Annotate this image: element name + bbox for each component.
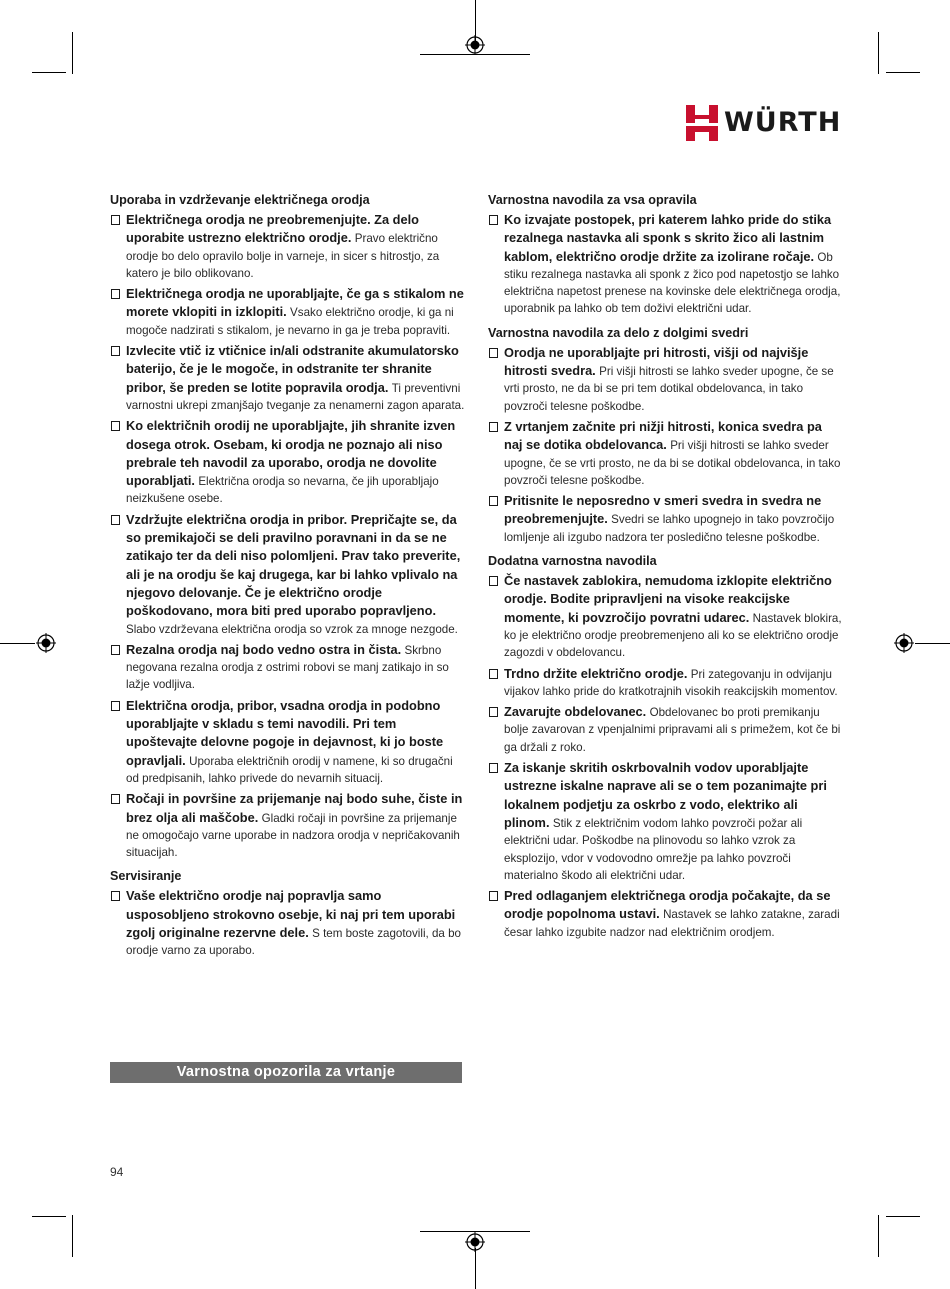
checkbox-bullet-icon bbox=[111, 701, 120, 711]
item-body-text: Svedri se lahko upognejo in tako povzročijo lomljenje ali izgubo nadzora ter posledično telesne poškodbe. bbox=[504, 513, 835, 544]
list-item bbox=[488, 572, 843, 661]
item-bold-text: Električnega orodja ne uporabljajte, če ga s stikalom ne morete vklopiti in izklopiti. bbox=[126, 286, 464, 320]
checkbox-bullet-icon bbox=[489, 496, 498, 506]
item-body-text: Električna orodja so nevarna, če jih uporabljajo neizkušene osebe. bbox=[126, 475, 439, 506]
checkbox-bullet-icon bbox=[489, 763, 498, 773]
logo-text: WÜRTH bbox=[724, 107, 842, 138]
crop-mark bbox=[886, 72, 920, 73]
item-body-text: Stik z električnim vodom lahko povzroči požar ali električni udar. Poškodbe na plinovodu so lahko vzrok za eksplozijo, vdor v vodovodno omrežje pa lahko povzroči materialno škodo ali električni udar. bbox=[504, 816, 803, 882]
crop-mark bbox=[915, 643, 950, 644]
crop-mark bbox=[72, 32, 73, 74]
wurth-logo bbox=[686, 104, 846, 142]
section-heading: Dodatna varnostna navodila bbox=[488, 554, 657, 569]
crop-mark bbox=[886, 1216, 920, 1217]
list-item bbox=[110, 697, 465, 787]
checkbox-bullet-icon bbox=[489, 669, 498, 679]
item-bold-text: Električna orodja, pribor, vsadna orodja in podobno uporabljajte v skladu s temi navodili. Pri tem upoštevajte delovne pogoje in dejavnost, ki jo boste opravljali. bbox=[126, 697, 444, 768]
item-body-text: Pravo električno orodje bo delo opravilo bolje in varneje, in sicer s hitrostjo, za katero je bilo oblikovano. bbox=[126, 232, 440, 280]
item-bold-text: Zavarujte obdelovanec. bbox=[504, 704, 647, 720]
item-body-text: S tem boste zagotovili, da bo orodje varno za uporabo. bbox=[126, 926, 461, 958]
list-item bbox=[488, 703, 843, 756]
checkbox-bullet-icon bbox=[489, 891, 498, 901]
item-bold-text: Z vrtanjem začnite pri nižji hitrosti, konica svedra pa naj se dotika obdelovanca. bbox=[504, 418, 822, 453]
checkbox-bullet-icon bbox=[489, 215, 498, 225]
item-bold-text: Vaše električno orodje naj popravlja samo usposobljeno strokovno osebje, ki naj pri tem uporabi zgolj originalne rezervne dele. bbox=[126, 888, 456, 940]
item-bold-text: Ko električnih orodij ne uporabljajte, jih shranite izven dosega otrok. Osebam, ki orodja ne poznajo ali niso prebrale teh navodil za uporabo, orodja ne dovolite uporabljati. bbox=[126, 418, 456, 489]
checkbox-bullet-icon bbox=[111, 794, 120, 804]
crop-mark bbox=[32, 72, 66, 73]
section-heading: Varnostna navodila za vsa opravila bbox=[488, 193, 697, 207]
list-item bbox=[488, 887, 843, 941]
checkbox-bullet-icon bbox=[111, 645, 120, 655]
item-bold-text: Izvlecite vtič iz vtičnice in/ali odstranite akumulatorsko baterijo, če je le mogoče, in odstranite ter shranite pribor, še preden se lotite popravila orodja. bbox=[126, 343, 459, 395]
page-number: 94 bbox=[110, 1165, 124, 1179]
checkbox-bullet-icon bbox=[489, 576, 498, 586]
checkbox-bullet-icon bbox=[489, 707, 498, 717]
checkbox-bullet-icon bbox=[111, 515, 120, 525]
item-bold-text: Električnega orodja ne preobremenjujte. Za delo uporabite ustrezno električno orodje. bbox=[126, 212, 419, 246]
item-body-text: Gladki ročaji in površine za prijemanje ne omogočajo varne uporabe in nadzora orodja v nepričakovanih situacijah. bbox=[126, 811, 460, 860]
left-column bbox=[110, 192, 465, 960]
list-item bbox=[110, 790, 465, 861]
item-body-text: Pri višji hitrosti se lahko sveder upogne, če se vrti prosto, ne da bi se dotikal obdelovanca, in tako povzroči telesne poškodbe. bbox=[504, 439, 841, 487]
item-bold-text: Ročaji in površine za prijemanje naj bodo suhe, čiste in brez olja ali maščobe. bbox=[126, 791, 463, 825]
item-bold-text: Za iskanje skritih oskrbovalnih vodov uporabljajte ustrezne iskalne naprave ali se o tem pozanimajte pri lokalnem podjetju za oskrbo z vodo, elektriko ali plinom. bbox=[504, 760, 827, 830]
list-item bbox=[488, 492, 843, 546]
list-item bbox=[488, 211, 843, 318]
list-item bbox=[110, 211, 465, 282]
item-bold-text: Rezalna orodja naj bodo vedno ostra in čista. bbox=[126, 641, 402, 657]
section-banner: Varnostna opozorila za vrtanje bbox=[110, 1062, 462, 1083]
registration-mark-icon bbox=[465, 1232, 485, 1252]
crop-mark bbox=[878, 32, 879, 74]
checkbox-bullet-icon bbox=[111, 289, 120, 299]
registration-mark-icon bbox=[465, 35, 485, 55]
list-item bbox=[110, 285, 465, 339]
item-body-text: Pri višji hitrosti se lahko sveder upogne, če se vrti prosto, ne da bi se pri tem dotikal obdelovanca, in tako povzroči telesne poškodbe. bbox=[504, 365, 834, 413]
list-item bbox=[110, 417, 465, 507]
item-body-text: Pri zategovanju in odvijanju vijakov lahko pride do kratkotrajnih visokih reakcijskih momentov. bbox=[504, 667, 838, 698]
item-bold-text: Trdno držite električno orodje. bbox=[504, 665, 688, 681]
item-body-text: Ti preventivni varnostni ukrepi zmanjšajo tveganje za nenamerni zagon aparata. bbox=[126, 381, 465, 412]
section-heading: Uporaba in vzdrževanje električnega orodja bbox=[110, 193, 370, 207]
crop-mark bbox=[878, 1215, 879, 1257]
item-bold-text: Pred odlaganjem električnega orodja počakajte, da se orodje popolnoma ustavi. bbox=[504, 888, 831, 922]
checkbox-bullet-icon bbox=[111, 215, 120, 225]
crop-mark bbox=[72, 1215, 73, 1257]
item-body-text: Nastavek se lahko zatakne, zaradi česar lahko izgubite nadzor nad električnim orodjem. bbox=[504, 908, 840, 939]
crop-mark bbox=[0, 643, 35, 644]
item-bold-text: Vzdržujte električna orodja in pribor. Prepričajte se, da so premikajoči se deli pravilno poravnani in da se ne zatikajo ter da deli niso polomljeni. Prav tako preverite, ali je na orodju še kaj drugega, kar bi lahko vplivalo na njegovo delovanje. Če je električno orodje poškodovano, mora biti pred uporabo popravljeno. bbox=[126, 511, 461, 619]
checkbox-bullet-icon bbox=[111, 421, 120, 431]
item-body-text: Uporaba električnih orodij v namene, ki so drugačni od predpisanih, lahko privede do nevarnih situacij. bbox=[126, 754, 453, 785]
right-column bbox=[488, 192, 843, 941]
list-item bbox=[110, 641, 465, 694]
list-item bbox=[110, 342, 465, 414]
item-bold-text: Pritisnite le neposredno v smeri svedra in svedra ne preobremenjujte. bbox=[504, 493, 822, 527]
item-body-text: Ob stiku rezalnega nastavka ali sponk z žico pod napetostjo se lahko električna napetost prenese na kovinske dele električnega orodja, uporabnik pa lahko ob tem doživi električni udar. bbox=[504, 250, 841, 316]
crop-mark bbox=[475, 1248, 476, 1289]
list-item bbox=[488, 759, 843, 884]
list-item bbox=[488, 665, 843, 701]
checkbox-bullet-icon bbox=[489, 348, 498, 358]
wurth-emblem-icon bbox=[686, 105, 718, 141]
checkbox-bullet-icon bbox=[489, 422, 498, 432]
list-item bbox=[110, 511, 465, 638]
checkbox-bullet-icon bbox=[111, 346, 120, 356]
item-body-text: Obdelovanec bo proti premikanju bolje zavarovan z vpenjalnimi pripravami ali s primežem, kot če bi ga držali z roko. bbox=[504, 706, 841, 754]
checkbox-bullet-icon bbox=[111, 891, 120, 901]
item-body-text: Skrbno negovana rezalna orodja z ostrimi robovi se manj zatikajo in so lažje vodljiva. bbox=[126, 643, 449, 692]
registration-mark-icon bbox=[36, 633, 56, 653]
list-item bbox=[488, 344, 843, 415]
item-body-text: Slabo vzdrževana električna orodja so vzrok za mnoge nezgode. bbox=[126, 622, 458, 636]
list-item bbox=[110, 887, 465, 959]
crop-mark bbox=[32, 1216, 66, 1217]
section-heading: Servisiranje bbox=[110, 869, 182, 884]
section-heading: Varnostna navodila za delo z dolgimi svedri bbox=[488, 325, 749, 340]
registration-mark-icon bbox=[894, 633, 914, 653]
item-bold-text: Orodja ne uporabljajte pri hitrosti, višji od najvišje hitrosti svedra. bbox=[504, 344, 809, 379]
item-bold-text: Ko izvajate postopek, pri katerem lahko pride do stika rezalnega nastavka ali sponk s skrito žico ali lastnim kablom, električno orodje držite za izolirane ročaje. bbox=[504, 212, 832, 264]
item-bold-text: Če nastavek zablokira, nemudoma izklopite električno orodje. Bodite pripravljeni na visoke reakcijske momente, ki povzročijo povratni udarec. bbox=[504, 573, 832, 625]
item-body-text: Nastavek blokira, ko je električno orodje preobremenjeno ali ko se električno orodje zagozdi v obdelovancu. bbox=[504, 611, 842, 660]
list-item bbox=[488, 418, 843, 489]
item-body-text: Vsako električno orodje, ki ga ni mogoče nadzirati s stikalom, je nevarno in ga je treba popraviti. bbox=[126, 306, 454, 337]
